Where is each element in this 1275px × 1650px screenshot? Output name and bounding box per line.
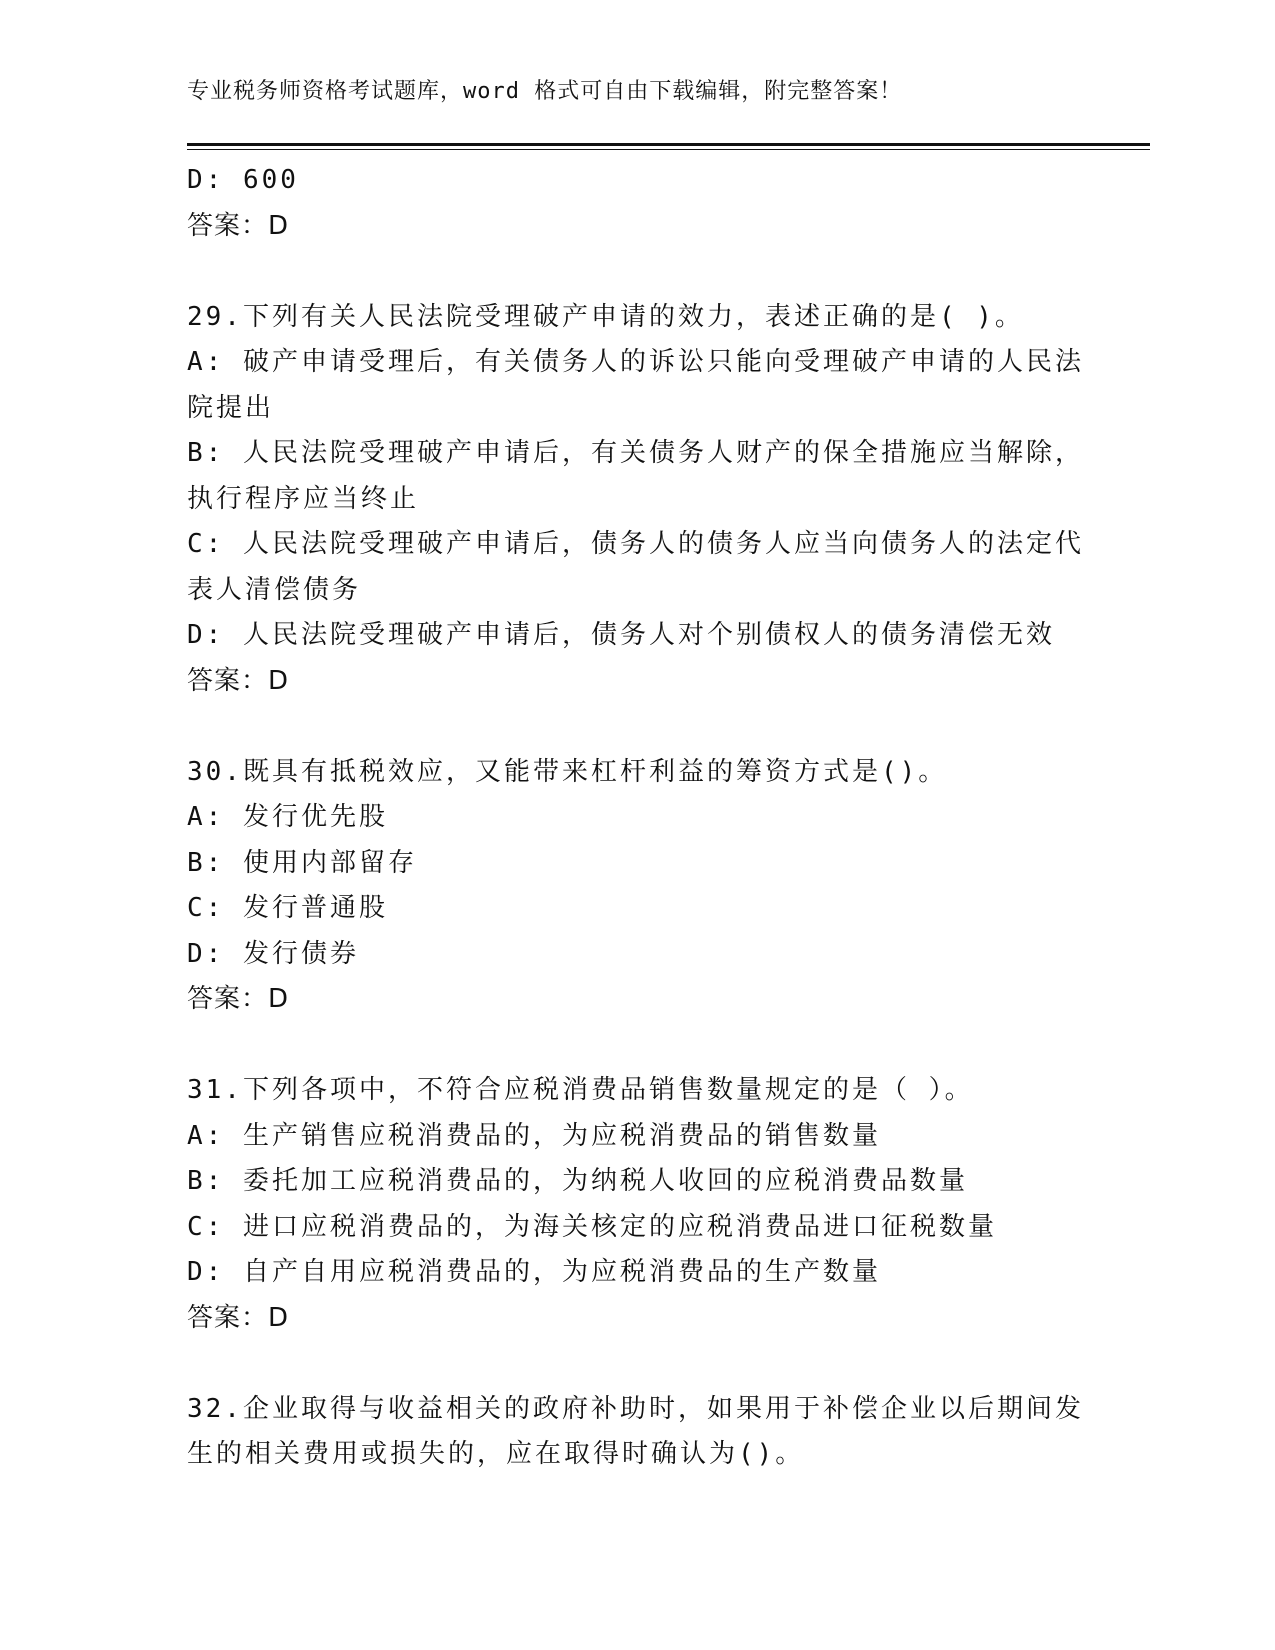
q29-option-a-line1: A: 破产申请受理后，有关债务人的诉讼只能向受理破产申请的人民法 xyxy=(187,347,1084,377)
q29-option-c-line1: C: 人民法院受理破产申请后，债务人的债务人应当向债务人的法定代 xyxy=(187,529,1084,559)
header-divider-thick xyxy=(187,143,1150,146)
question-list xyxy=(187,158,1087,1478)
q28-answer: 答案：D xyxy=(187,210,290,241)
q28-option-d: D: 600 xyxy=(187,165,299,195)
header-divider-thin xyxy=(187,149,1150,150)
q29-stem: 29.下列有关人民法院受理破产申请的效力，表述正确的是( )。 xyxy=(187,301,1024,332)
q30-answer: 答案：D xyxy=(187,984,290,1014)
q31-option-d: D: 自产自用应税消费品的，为应税消费品的生产数量 xyxy=(187,1257,881,1287)
q30-stem: 30.既具有抵税效应，又能带来杠杆利益的筹资方式是()。 xyxy=(187,756,948,787)
q31-option-c: C: 进口应税消费品的，为海关核定的应税消费品进口征税数量 xyxy=(187,1211,997,1242)
q31-answer: 答案：D xyxy=(187,1302,290,1333)
q31-stem: 31.下列各项中，不符合应税消费品销售数量规定的是（ ）。 xyxy=(187,1075,974,1105)
q29-answer: 答案：D xyxy=(187,665,290,696)
q30-option-d: D: 发行债券 xyxy=(187,938,359,969)
q30-option-b: B: 使用内部留存 xyxy=(187,847,417,878)
q29-option-c-line2: 表人清偿债务 xyxy=(187,574,362,605)
q30-option-a: A: 发行优先股 xyxy=(187,802,388,832)
q29-option-b-line2: 执行程序应当终止 xyxy=(187,483,420,514)
q31-option-a: A: 生产销售应税消费品的，为应税消费品的销售数量 xyxy=(187,1120,881,1151)
q31-option-b: B: 委托加工应税消费品的，为纳税人收回的应税消费品数量 xyxy=(187,1166,968,1196)
q32-stem-line2: 生的相关费用或损失的，应在取得时确认为()。 xyxy=(187,1439,805,1469)
q29-option-a-line2: 院提出 xyxy=(187,392,275,423)
q32-stem-line1: 32.企业取得与收益相关的政府补助时，如果用于补偿企业以后期间发 xyxy=(187,1393,1084,1424)
q29-option-d: D: 人民法院受理破产申请后，债务人对个别债权人的债务清偿无效 xyxy=(187,620,1055,650)
q29-option-b-line1: B: 人民法院受理破产申请后，有关债务人财产的保全措施应当解除， xyxy=(187,438,1084,468)
q30-option-c: C: 发行普通股 xyxy=(187,893,388,923)
page-header: 专业税务师资格考试题库，word 格式可自由下载编辑，附完整答案！ xyxy=(187,79,903,104)
